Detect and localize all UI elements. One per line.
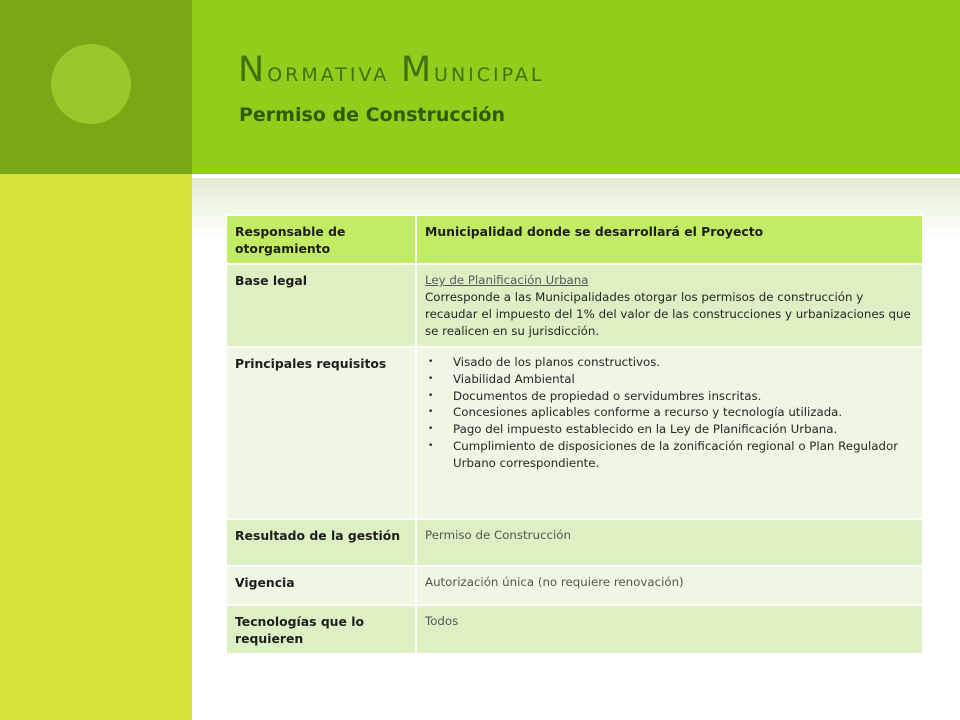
bullet-icon: • xyxy=(428,440,434,451)
table-row xyxy=(226,347,923,519)
row-label xyxy=(226,519,416,566)
row-label xyxy=(226,264,416,347)
requirements-list xyxy=(425,354,914,472)
slide-subtitle: Permiso de Construcción xyxy=(239,104,505,126)
list-item-text: Concesiones aplicables conforme a recurso y tecnología utilizada. xyxy=(453,405,843,420)
list-item-text: Visado de los planos constructivos. xyxy=(453,355,661,369)
bullet-icon: • xyxy=(428,407,434,418)
list-item xyxy=(425,421,914,438)
row-value-text: Municipalidad donde se desarrollará el Proyecto xyxy=(425,224,764,239)
row-value-text: Permiso de Construcción xyxy=(425,528,571,542)
list-item-text: Documentos de propiedad o servidumbres inscritas. xyxy=(453,388,762,403)
list-item-text: Pago del impuesto establecido en la Ley de Planificación Urbana. xyxy=(453,422,838,437)
bullet-icon: • xyxy=(428,357,434,367)
bullet-icon: • xyxy=(428,390,434,401)
row-value-text: Autorización única (no requiere renovación) xyxy=(425,575,684,589)
list-item xyxy=(425,354,914,371)
list-item xyxy=(425,404,914,421)
row-value xyxy=(416,264,923,347)
row-label-text: Vigencia xyxy=(235,575,295,590)
permit-table xyxy=(225,214,924,655)
list-item-text: Viabilidad Ambiental xyxy=(453,371,575,386)
row-label-text: Base legal xyxy=(235,273,308,288)
title-rest-1: ormativa xyxy=(267,57,390,88)
title-initial-1: N xyxy=(238,50,268,90)
list-item xyxy=(425,371,914,388)
slide-title xyxy=(238,50,544,90)
row-label-text: Responsable de otorgamiento xyxy=(235,224,346,256)
row-label xyxy=(226,605,416,654)
row-value-text: Corresponde a las Municipalidades otorgar los permisos de construcción y recaudar el impuesto del 1% del valor de las construcciones y urbanizaciones que se realicen en su jurisdicción. xyxy=(425,290,911,338)
decorative-circle xyxy=(51,44,131,124)
row-label-text: Tecnologías que lo requieren xyxy=(235,614,364,646)
bullet-icon: • xyxy=(428,373,434,384)
row-value xyxy=(416,347,923,519)
row-label xyxy=(226,566,416,605)
bullet-icon: • xyxy=(428,424,434,435)
table-row xyxy=(226,264,923,347)
row-value xyxy=(416,519,923,566)
legal-basis-link[interactable]: Ley de Planificación Urbana xyxy=(425,273,589,287)
title-initial-2: M xyxy=(400,50,435,90)
row-value xyxy=(416,605,923,654)
list-item xyxy=(425,438,914,472)
list-item xyxy=(425,388,914,405)
row-value xyxy=(416,566,923,605)
row-value xyxy=(416,215,923,264)
row-label xyxy=(226,215,416,264)
row-label xyxy=(226,347,416,519)
row-value-text: Todos xyxy=(425,614,459,628)
table-row xyxy=(226,215,923,264)
row-label-text: Principales requisitos xyxy=(235,356,387,371)
table-row xyxy=(226,566,923,605)
title-rest-2: unicipal xyxy=(434,57,545,88)
table-row xyxy=(226,519,923,566)
list-item-text: Cumplimiento de disposiciones de la zonificación regional o Plan Regulador Urbano correspondiente. xyxy=(453,438,899,470)
row-label-text: Resultado de la gestión xyxy=(235,528,401,543)
table-row xyxy=(226,605,923,654)
